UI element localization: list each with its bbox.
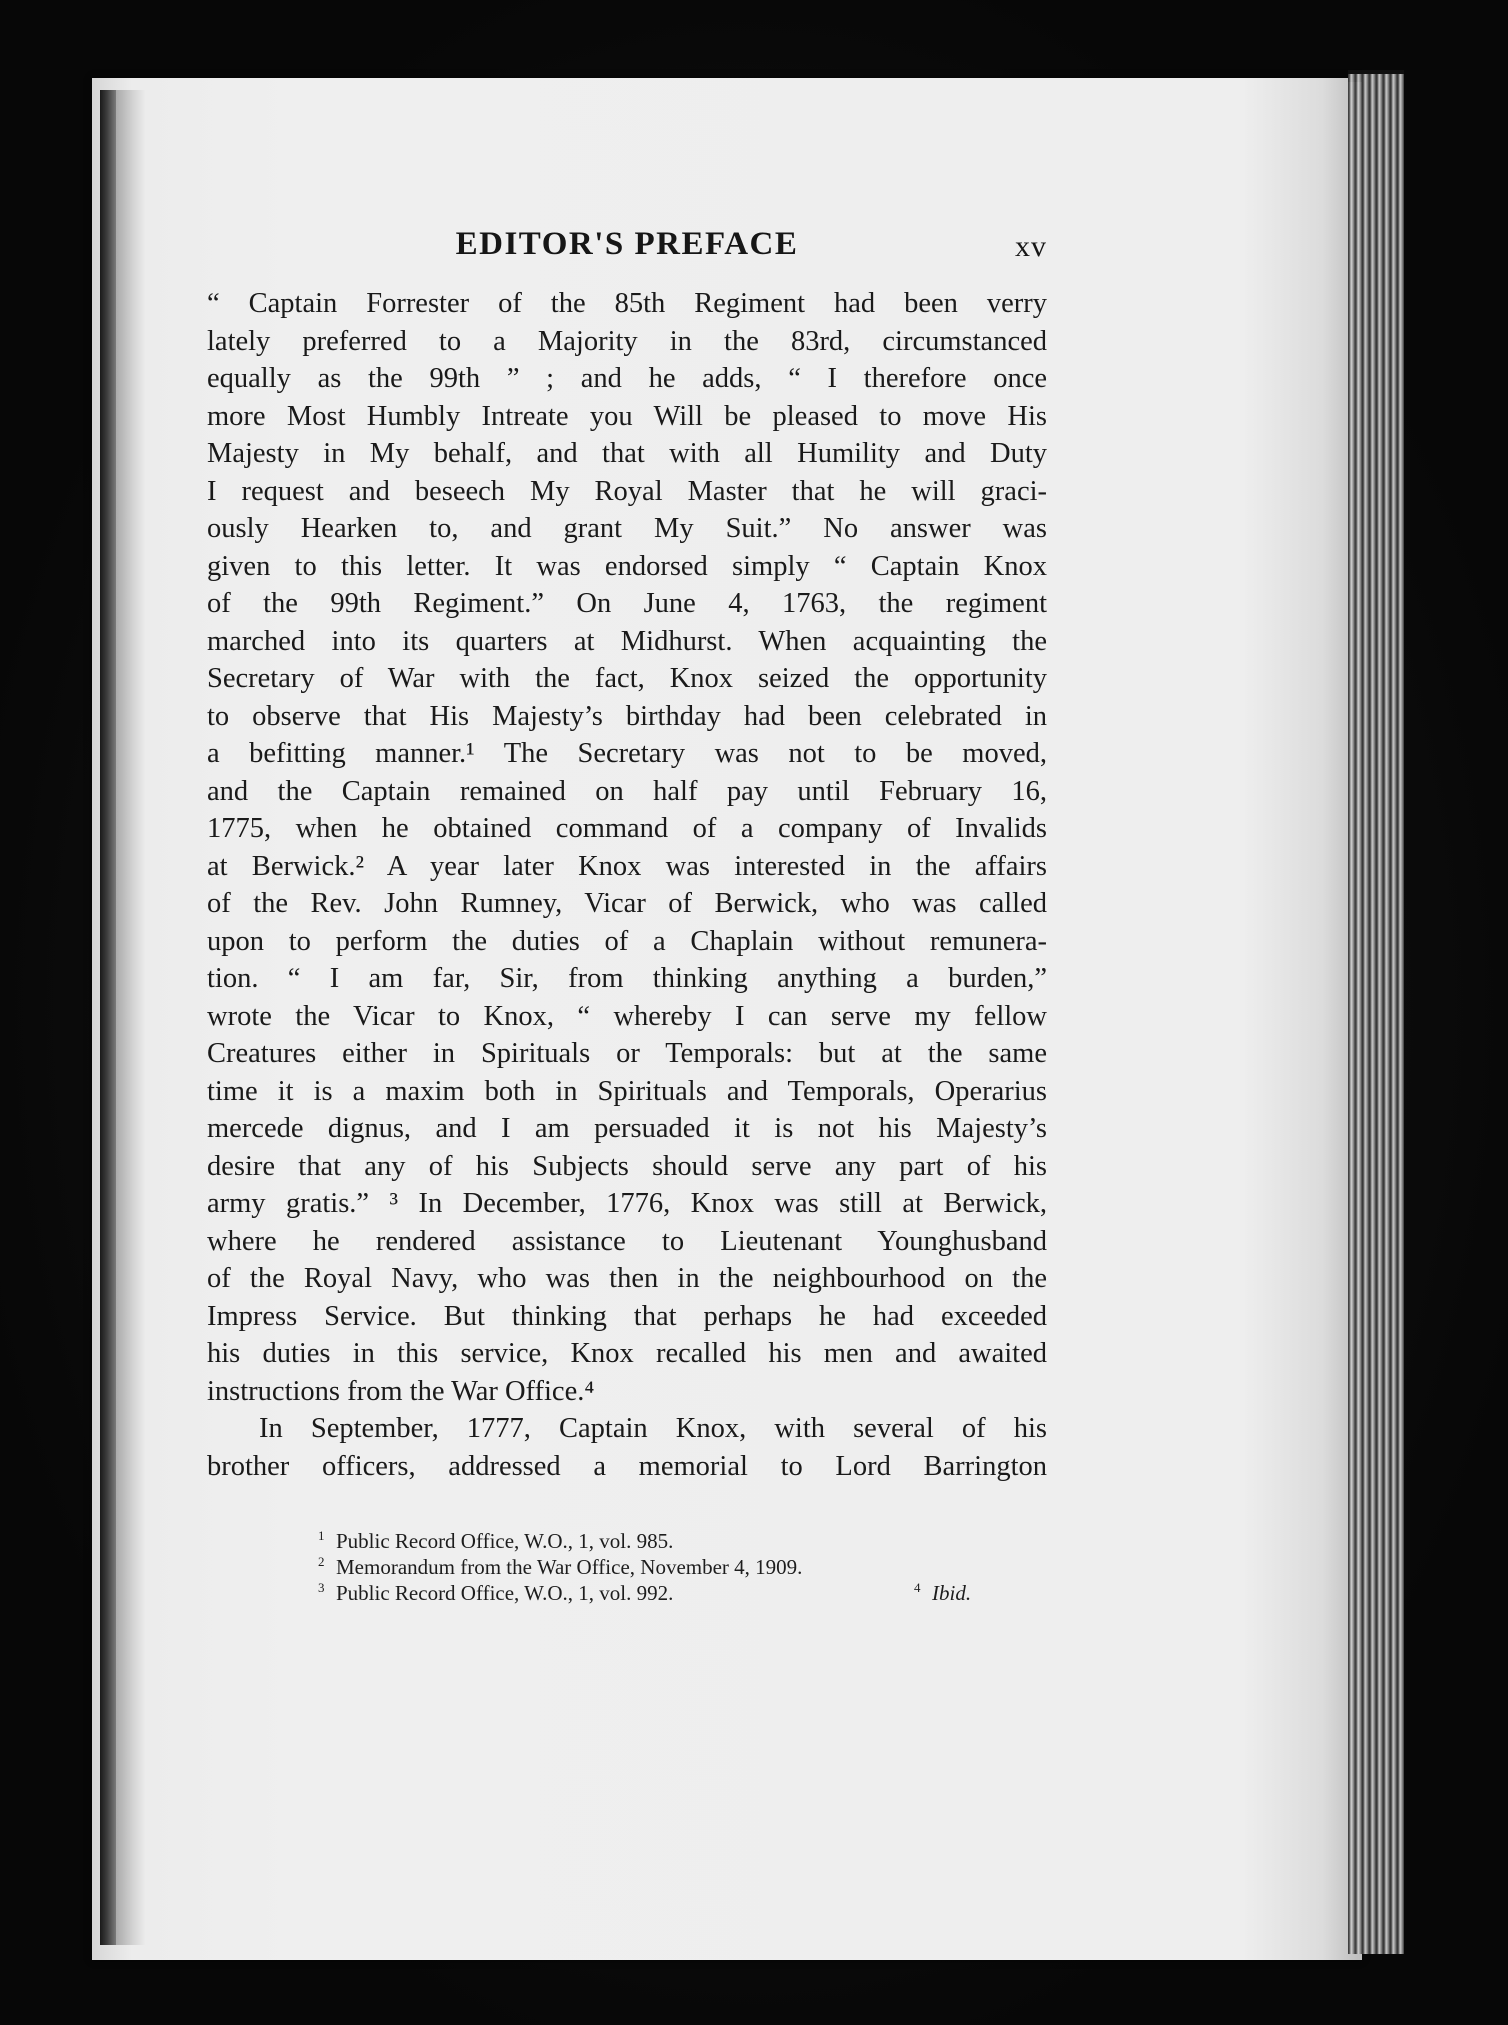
paragraph-start-line: In September, 1777, Captain Knox, with several of his [259,1413,1047,1444]
text-line: ously Hearken to, and grant My Suit.” No answer was [207,513,1047,544]
running-title: EDITOR'S PREFACE [455,226,799,262]
text-line: where he rendered assistance to Lieutenant Younghusband [207,1225,1047,1257]
page-header [207,222,1047,270]
text-line: his duties in this service, Knox recalled his men and awaited [207,1338,1047,1369]
text-line: equally as the 99th ” ; and he adds, “ I therefore once [207,363,1047,394]
footnote-text: Public Record Office, W.O., 1, vol. 985. [336,1529,674,1553]
text-line: army gratis.” ³ In December, 1776, Knox was still at Berwick, [207,1188,1047,1219]
footnote [318,1523,998,1553]
text-line: more Most Humbly Intreate you Will be pleased to move His [207,400,1047,432]
footnote-marker: 4 [914,1580,921,1595]
text-line: 1775, when he obtained command of a company of Invalids [207,813,1047,844]
footnote-marker: 3 [318,1580,325,1595]
text-line: time it is a maxim both in Spirituals and Temporals, Operarius [207,1075,1047,1107]
text-line: and the Captain remained on half pay until February 16, [207,775,1047,807]
text-line: desire that any of his Subjects should serve any part of his [207,1150,1047,1182]
footnote-text: Ibid. [932,1581,972,1605]
text-line: Creatures either in Spirituals or Temporals: but at the same [207,1038,1047,1069]
text-line: wrote the Vicar to Knox, “ whereby I can serve my fellow [207,1000,1047,1032]
text-line: Secretary of War with the fact, Knox seized the opportunity [207,663,1047,694]
text-line: instructions from the War Office.⁴ [207,1375,595,1407]
text-line: of the Royal Navy, who was then in the neighbourhood on the [207,1263,1047,1294]
text-line: of the 99th Regiment.” On June 4, 1763, the regiment [207,588,1047,619]
text-line: given to this letter. It was endorsed simply “ Captain Knox [207,550,1047,582]
footnotes [318,1523,998,1605]
footnote-ibid [914,1575,971,1606]
body-text [207,285,1047,1485]
gutter-shadow [116,90,146,1945]
text-line: tion. “ I am far, Sir, from thinking anything a burden,” [207,963,1047,994]
text-line: brother officers, addressed a memorial to Lord Barrington [207,1450,1047,1482]
footnote [318,1575,998,1605]
footnote-text: Memorandum from the War Office, November 4, 1909. [336,1555,803,1579]
page-stack-edge [1348,74,1404,1954]
text-line: to observe that His Majesty’s birthday had been celebrated in [207,700,1047,732]
text-line: Impress Service. But thinking that perhaps he had exceeded [207,1300,1047,1332]
text-line: a befitting manner.¹ The Secretary was not to be moved, [207,738,1047,769]
text-line: upon to perform the duties of a Chaplain without remunera- [207,925,1047,957]
page-number: xv [1015,230,1047,263]
footnote [318,1549,998,1579]
text-line: at Berwick.² A year later Knox was interested in the affairs [207,850,1047,882]
footnote-marker: 1 [318,1528,325,1543]
text-line: marched into its quarters at Midhurst. When acquainting the [207,625,1047,657]
text-line: “ Captain Forrester of the 85th Regiment had been verry [207,288,1047,319]
text-line: lately preferred to a Majority in the 83rd, circumstanced [207,325,1047,357]
text-line: I request and beseech My Royal Master that he will graci- [207,475,1047,507]
text-line: of the Rev. John Rumney, Vicar of Berwick, who was called [207,888,1047,919]
book-gutter [100,90,116,1945]
footnote-marker: 2 [318,1554,325,1569]
text-line: mercede dignus, and I am persuaded it is not his Majesty’s [207,1113,1047,1144]
text-line: Majesty in My behalf, and that with all Humility and Duty [207,438,1047,469]
footnote-text: Public Record Office, W.O., 1, vol. 992. [336,1581,674,1605]
